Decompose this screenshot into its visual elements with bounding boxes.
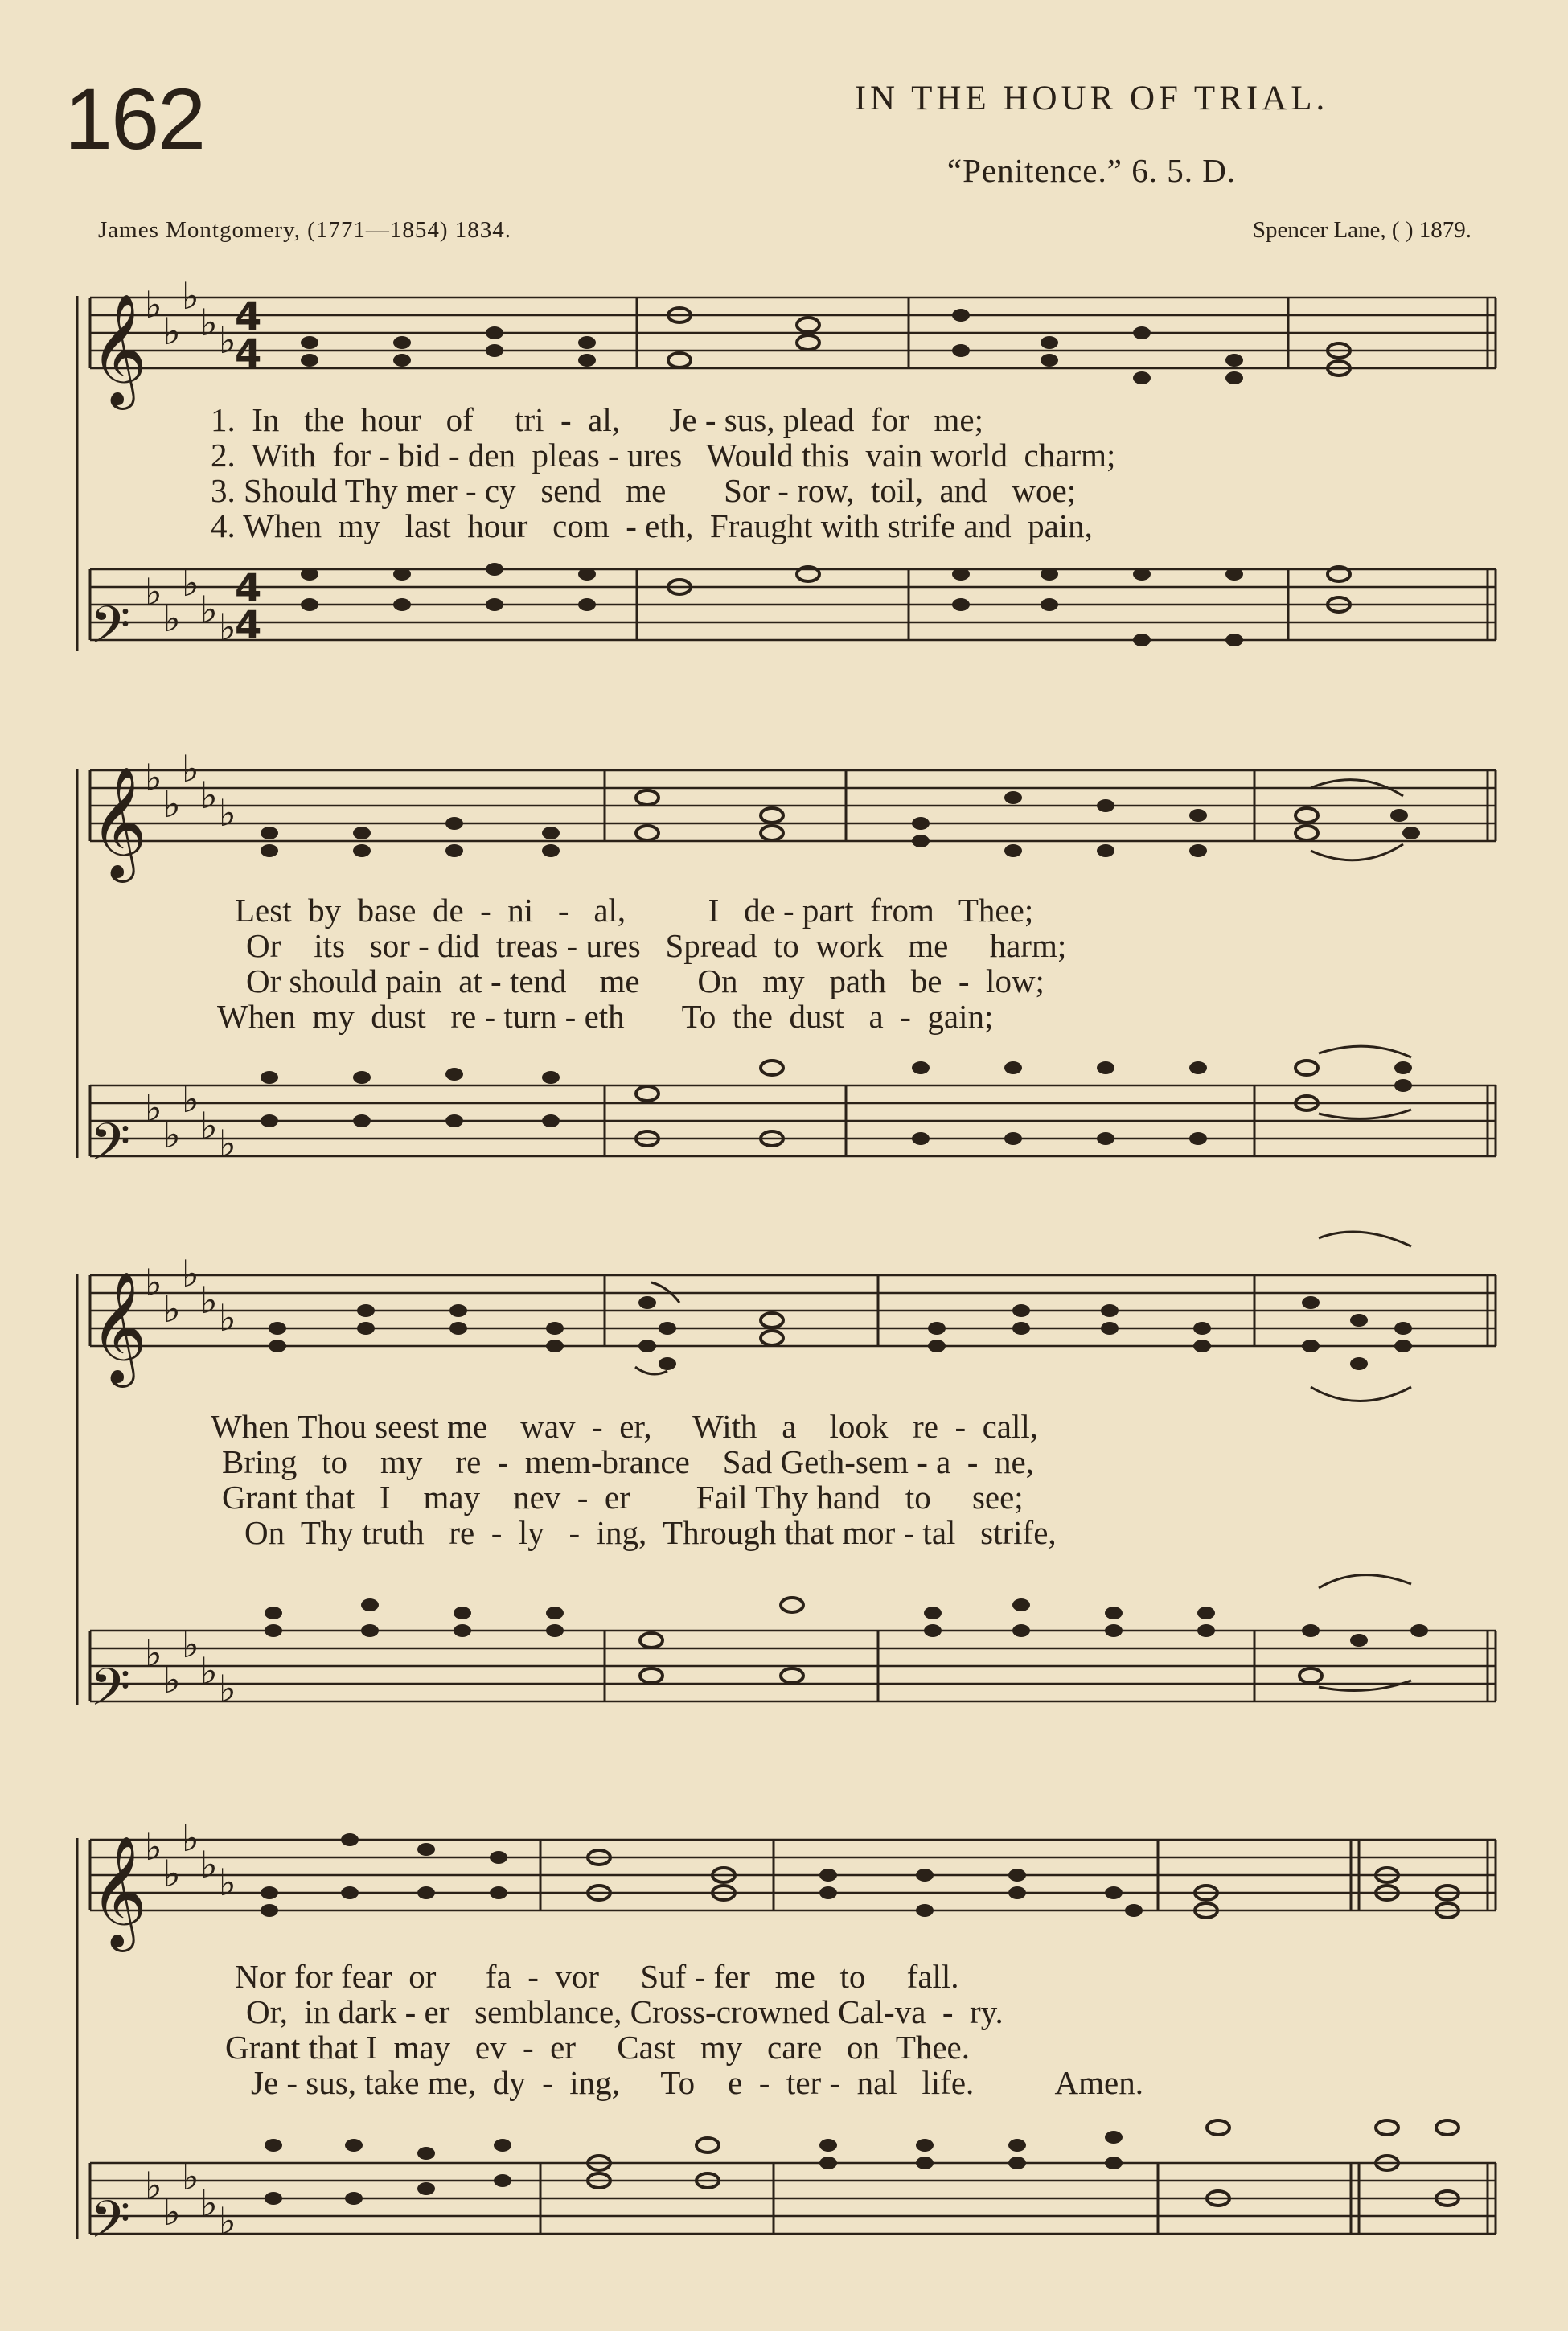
svg-text:♭: ♭ xyxy=(200,301,218,344)
svg-text:♭: ♭ xyxy=(145,1261,162,1304)
svg-text:♭: ♭ xyxy=(219,791,236,835)
treble-clef-icon: 𝄞 xyxy=(90,766,147,878)
bass-clef-icon: 𝄢 xyxy=(90,2190,131,2263)
svg-text:♭: ♭ xyxy=(163,310,181,353)
svg-text:♭: ♭ xyxy=(182,1623,199,1666)
svg-text:♭: ♭ xyxy=(182,1252,199,1295)
svg-text:4: 4 xyxy=(235,603,262,648)
svg-text:♭: ♭ xyxy=(219,1296,236,1340)
svg-text:♭: ♭ xyxy=(219,1667,236,1710)
lyric-line: 3. Should Thy mer - cy send me Sor - row, toil, and woe; xyxy=(211,472,1077,509)
lyric-line: Je - sus, take me, dy - ing, To e - ter - nal life. Amen. xyxy=(251,2064,1143,2101)
svg-text:♭: ♭ xyxy=(219,318,236,362)
lyric-line: When Thou seest me wav - er, With a look re - call, xyxy=(211,1408,1039,1445)
lyric-line: Bring to my re - mem-brance Sad Geth-sem - a - ne, xyxy=(222,1443,1034,1480)
svg-text:♭: ♭ xyxy=(219,2199,236,2243)
svg-text:♭: ♭ xyxy=(145,283,162,326)
svg-text:♭: ♭ xyxy=(182,1077,199,1121)
lyric-line: Or its sor - did treas - ures Spread to work me harm; xyxy=(246,927,1067,964)
svg-text:♭: ♭ xyxy=(219,605,236,649)
svg-text:4: 4 xyxy=(235,294,262,339)
lyric-line: Or, in dark - er semblance, Cross-crowned Cal-va - ry. xyxy=(246,1993,1004,2030)
svg-text:♭: ♭ xyxy=(163,782,181,826)
note-heads xyxy=(261,308,1459,2206)
svg-text:♭: ♭ xyxy=(200,588,218,631)
svg-text:4: 4 xyxy=(235,566,262,611)
svg-text:♭: ♭ xyxy=(182,274,199,318)
lyric-line: Grant that I may ev - er Cast my care on Thee. xyxy=(225,2029,971,2066)
svg-text:♭: ♭ xyxy=(182,2155,199,2198)
tune-meter: “Penitence.” 6. 5. D. xyxy=(946,152,1237,189)
hymn-number: 162 xyxy=(64,70,205,167)
svg-text:♭: ♭ xyxy=(200,774,218,817)
svg-text:♭: ♭ xyxy=(200,1649,218,1693)
bass-clef-icon: 𝄢 xyxy=(90,596,131,668)
svg-text:♭: ♭ xyxy=(200,1843,218,1886)
svg-text:4: 4 xyxy=(235,331,262,376)
lyric-line: 2. With for - bid - den pleas - ures Would this vain world charm; xyxy=(211,437,1116,474)
svg-text:♭: ♭ xyxy=(145,1086,162,1130)
svg-text:♭: ♭ xyxy=(163,1852,181,1895)
composer-credit: Spencer Lane, ( ) 1879. xyxy=(1252,217,1472,243)
hymn-title: IN THE HOUR OF TRIAL. xyxy=(854,80,1329,117)
svg-text:♭: ♭ xyxy=(145,2164,162,2207)
lyric-line: Grant that I may nev - er Fail Thy hand to see; xyxy=(222,1479,1024,1516)
lyric-line: On Thy truth re - ly - ing, Through that mor - tal strife, xyxy=(244,1514,1057,1551)
svg-text:♭: ♭ xyxy=(200,1104,218,1147)
svg-text:♭: ♭ xyxy=(163,1113,181,1156)
svg-text:♭: ♭ xyxy=(145,756,162,799)
lyric-line: When my dust re - turn - eth To the dust a - gain; xyxy=(217,998,994,1035)
svg-text:♭: ♭ xyxy=(182,1816,199,1860)
bass-clef-icon: 𝄢 xyxy=(90,1658,131,1730)
svg-text:♭: ♭ xyxy=(163,2190,181,2234)
lyric-line: Or should pain at - tend me On my path be - low; xyxy=(246,962,1045,999)
svg-text:♭: ♭ xyxy=(219,1861,236,1904)
svg-text:♭: ♭ xyxy=(200,2181,218,2225)
treble-clef-icon: 𝄞 xyxy=(90,1836,147,1947)
svg-text:♭: ♭ xyxy=(219,1122,236,1165)
svg-text:♭: ♭ xyxy=(163,597,181,640)
lyric-line: 4. When my last hour com - eth, Fraught with strife and pain, xyxy=(211,507,1093,544)
bass-clef-icon: 𝄢 xyxy=(90,1113,131,1185)
svg-text:♭: ♭ xyxy=(145,1631,162,1675)
svg-text:♭: ♭ xyxy=(200,1278,218,1322)
svg-text:♭: ♭ xyxy=(145,570,162,614)
treble-clef-icon: 𝄞 xyxy=(90,1271,147,1383)
author-credit: James Montgomery, (1771—1854) 1834. xyxy=(98,217,511,243)
svg-text:♭: ♭ xyxy=(163,1658,181,1701)
lyric-line: 1. In the hour of tri - al, Je - sus, plead for me; xyxy=(211,401,984,438)
lyric-line: Nor for fear or fa - vor Suf - fer me to fall. xyxy=(235,1958,959,1995)
treble-clef-icon: 𝄞 xyxy=(90,293,147,405)
svg-text:♭: ♭ xyxy=(182,561,199,605)
svg-text:♭: ♭ xyxy=(145,1825,162,1869)
svg-text:♭: ♭ xyxy=(182,747,199,790)
svg-text:♭: ♭ xyxy=(163,1287,181,1331)
lyric-line: Lest by base de - ni - al, I de - part from Thee; xyxy=(235,892,1034,929)
